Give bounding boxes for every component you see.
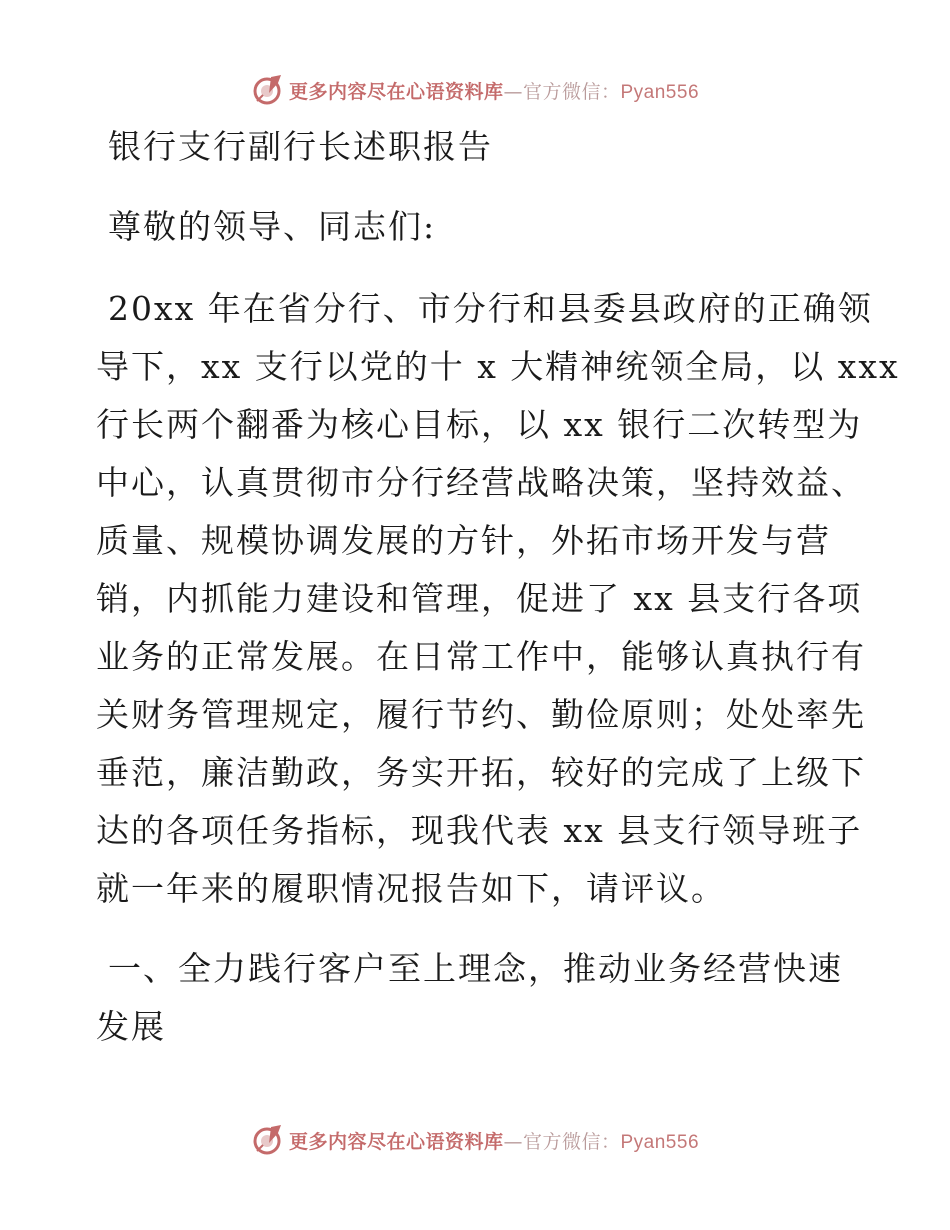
- watermark-main: 更多内容尽在心语资料库: [288, 80, 504, 103]
- watermark-id: Pyan556: [620, 81, 700, 103]
- body-line: 业务的正常发展。在日常工作中，能够认真执行有: [96, 637, 866, 676]
- pen-logo-icon: [251, 73, 285, 107]
- document-body: [96, 122, 900, 1056]
- watermark-separator: —: [503, 80, 523, 103]
- watermark-id: Pyan556: [620, 1131, 700, 1153]
- section-heading-line: 发展: [96, 1007, 166, 1046]
- pen-logo-icon: [251, 1123, 285, 1157]
- body-line: 质量、规模协调发展的方针，外拓市场开发与营: [96, 521, 831, 560]
- body-line: 关财务管理规定，履行节约、勤俭原则；处处率先: [96, 695, 866, 734]
- section-heading-line: 一、全力践行客户至上理念，推动业务经营快速: [108, 949, 843, 988]
- watermark-sub: 官方微信：: [522, 1130, 621, 1153]
- watermark-main: 更多内容尽在心语资料库: [288, 1130, 504, 1153]
- body-line: 就一年来的履职情况报告如下，请评议。: [96, 869, 726, 908]
- body-line: 垂范，廉洁勤政，务实开拓，较好的完成了上级下: [96, 753, 866, 792]
- watermark-footer: [0, 1120, 950, 1160]
- body-line: 20xx 年在省分行、市分行和县委县政府的正确领: [108, 289, 873, 328]
- body-line: 行长两个翻番为核心目标，以 xx 银行二次转型为: [96, 405, 863, 444]
- body-line: 中心，认真贯彻市分行经营战略决策，坚持效益、: [96, 463, 866, 502]
- watermark-header: [0, 70, 950, 110]
- section-heading: [96, 940, 856, 1056]
- watermark-sub: 官方微信：: [522, 80, 621, 103]
- body-paragraph: [96, 280, 900, 918]
- body-line: 导下，xx 支行以党的十 x 大精神统领全局，以 xxx: [96, 347, 900, 386]
- greeting: 尊敬的领导、同志们:: [108, 207, 437, 246]
- document-title: 银行支行副行长述职报告: [108, 127, 493, 166]
- watermark-text: [289, 1127, 699, 1154]
- body-line: 销，内抓能力建设和管理，促进了 xx 县支行各项: [96, 579, 863, 618]
- watermark-text: [289, 77, 699, 104]
- body-line: 达的各项任务指标，现我代表 xx 县支行领导班子: [96, 811, 863, 850]
- watermark-separator: —: [503, 1130, 523, 1153]
